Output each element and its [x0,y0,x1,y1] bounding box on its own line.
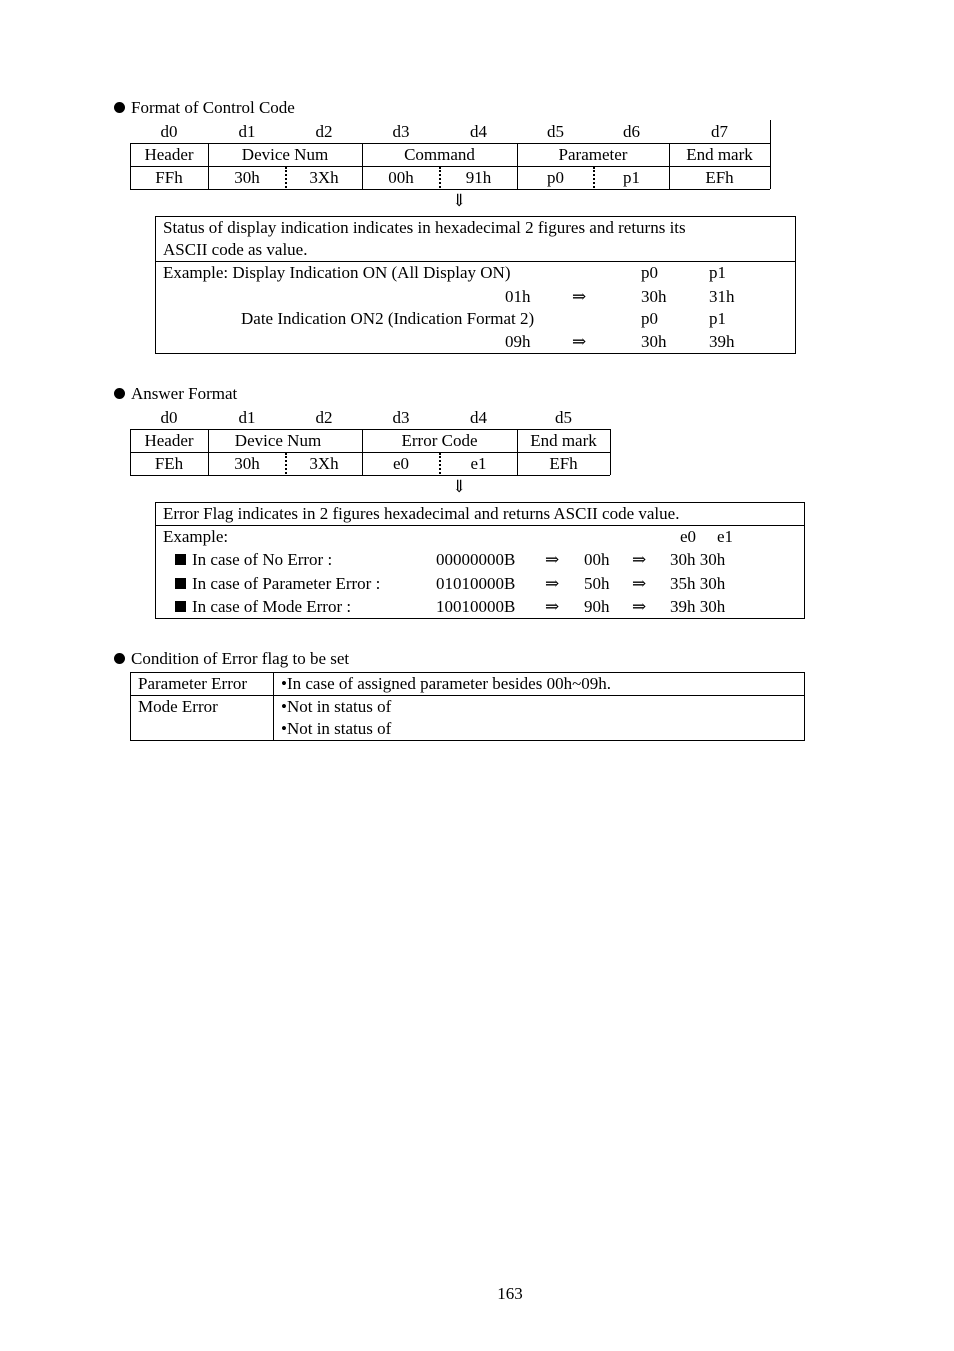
table-value-cell: EFh [705,168,734,187]
position-label: d1 [238,122,256,141]
case-binary: 10010000B [436,597,516,616]
section-heading-answer-format: Answer Format [114,384,237,404]
note-text: Status of display indication indicates in hexadecimal 2 figures and returns its [163,218,686,237]
bullet-icon [114,653,125,664]
table-value-cell: 00h [388,168,414,187]
table-header-cell: Parameter [558,145,628,164]
case-hex: 90h [584,597,610,616]
position-label: d1 [238,408,256,427]
right-arrow-icon: ⇒ [545,574,560,593]
condition-desc: •Not in status of [281,697,392,716]
case-label: In case of Mode Error : [175,597,351,617]
case-binary: 00000000B [436,550,516,569]
section-heading-error-condition: Condition of Error flag to be set [114,649,349,669]
case-label: In case of Parameter Error : [175,574,380,594]
position-label: d2 [315,408,333,427]
right-arrow-icon: ⇒ [545,550,560,569]
table-value-cell: EFh [549,454,578,473]
section-heading-control-code: Format of Control Code [114,98,295,118]
right-arrow-icon: ⇒ [572,287,587,306]
down-arrow-icon: ⇓ [452,477,467,496]
table-header-cell: Header [144,145,194,164]
right-arrow-icon: ⇒ [632,550,647,569]
table-header-cell: Device Num [241,145,329,164]
example-text: Date Indication ON2 (Indication Format 2) [241,309,535,328]
note-text: ASCII code as value. [163,240,308,259]
table-value-cell: 91h [465,168,492,187]
example-value: 39h [709,332,735,351]
right-arrow-icon: ⇒ [545,597,560,616]
example-value: 30h [641,287,667,306]
table-value-cell: 30h [234,168,260,187]
position-label: d4 [470,122,487,141]
example-text: Example: [163,527,229,546]
square-bullet-icon [175,601,186,612]
table-value-cell: 3Xh [309,454,339,473]
bullet-icon [114,388,125,399]
case-hex: 50h [584,574,610,593]
param-label: e1 [717,527,734,546]
square-bullet-icon [175,554,186,565]
case-binary: 01010000B [436,574,516,593]
position-label: d0 [160,122,178,141]
position-label: d5 [555,408,572,427]
position-label: d0 [160,408,178,427]
case-label: In case of No Error : [175,550,332,570]
param-label: p1 [709,309,726,328]
condition-desc: •Not in status of [281,719,392,738]
position-label: d5 [547,122,564,141]
table-value-cell: p1 [623,168,640,187]
table-header-cell: Error Code [401,431,478,450]
case-hex: 00h [584,550,610,569]
case-ascii: 35h 30h [670,574,726,593]
table-value-cell: p0 [547,168,564,187]
case-ascii: 30h 30h [670,550,726,569]
position-label: d3 [392,122,410,141]
page-number: 163 [497,1284,523,1303]
position-label: d4 [470,408,487,427]
table-value-cell: e0 [392,454,410,473]
example-value: 30h [641,332,667,351]
condition-name: Mode Error [138,697,218,716]
example-input: 09h [505,332,531,351]
example-input: 01h [505,287,531,306]
table-value-cell: FEh [154,454,184,473]
bullet-icon [114,102,125,113]
example-text: Example: Display Indication ON (All Display ON) [163,263,511,282]
condition-name: Parameter Error [138,674,248,693]
down-arrow-icon: ⇓ [452,191,467,210]
param-label: e0 [680,527,697,546]
table-header-cell: Command [404,145,475,164]
position-label: d2 [315,122,333,141]
note-text: Error Flag indicates in 2 figures hexadecimal and returns ASCII code value. [163,504,680,523]
condition-desc: •In case of assigned parameter besides 00h~09h. [281,674,612,693]
table-header-cell: End mark [686,145,753,164]
table-header-cell: End mark [530,431,597,450]
param-label: p1 [709,263,726,282]
position-label: d6 [623,122,640,141]
right-arrow-icon: ⇒ [632,574,647,593]
square-bullet-icon [175,578,186,589]
table-value-cell: 3Xh [309,168,339,187]
example-value: 31h [709,287,735,306]
table-header-cell: Header [144,431,194,450]
right-arrow-icon: ⇒ [632,597,647,616]
case-ascii: 39h 30h [670,597,726,616]
table-header-cell: Device Num [234,431,322,450]
position-label: d7 [711,122,728,141]
param-label: p0 [641,263,658,282]
table-value-cell: e1 [470,454,487,473]
right-arrow-icon: ⇒ [572,332,587,351]
table-value-cell: FFh [155,168,183,187]
table-value-cell: 30h [234,454,260,473]
param-label: p0 [641,309,658,328]
position-label: d3 [392,408,410,427]
